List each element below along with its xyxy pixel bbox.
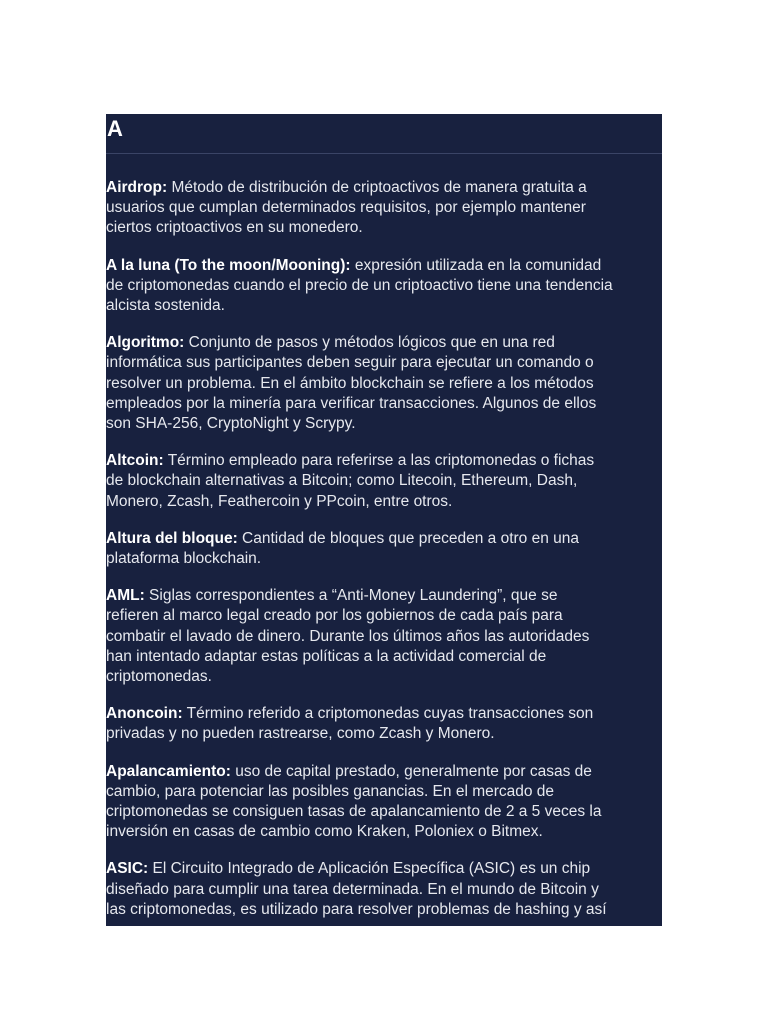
- entry-line: [106, 704, 662, 724]
- entry-line: [106, 762, 662, 782]
- entry-term: Anoncoin:: [106, 705, 183, 723]
- entry-term: ASIC:: [106, 860, 149, 878]
- entry-line: alcista sostenida.: [106, 297, 225, 315]
- entry-line: empleados por la minería para verificar transacciones. Algunos de ellos: [106, 394, 597, 412]
- entry-line: criptomonedas se consiguen tasas de apalancamiento de 2 a 5 veces la: [106, 803, 602, 821]
- entry-term: AML:: [106, 587, 145, 605]
- entry-line: [106, 586, 662, 606]
- entry-line: inversión en casas de cambio como Kraken, Poloniex o Bitmex.: [106, 823, 543, 841]
- entry-definition-text: Siglas correspondientes a “Anti-Money Laundering”, que se: [144, 587, 558, 605]
- glossary-entry: [106, 529, 662, 569]
- entry-line: [106, 859, 662, 879]
- entry-line: criptomonedas.: [106, 668, 212, 686]
- glossary-entry: [106, 859, 662, 920]
- entry-term: Apalancamiento:: [106, 762, 231, 780]
- entry-definition-text: Método de distribución de criptoactivos de manera gratuita a: [167, 179, 587, 196]
- entry-definition-text: Conjunto de pasos y métodos lógicos que en una red: [184, 334, 555, 352]
- entry-term: A la luna (To the moon/Mooning):: [106, 256, 351, 274]
- glossary-entry: [106, 256, 662, 317]
- entry-line: ciertos criptoactivos en su monedero.: [106, 219, 363, 237]
- entry-definition-text: Cantidad de bloques que preceden a otro en una: [237, 529, 580, 547]
- entry-line: usuarios que cumplan determinados requisitos, por ejemplo mantener: [106, 199, 586, 217]
- entry-line: [106, 451, 662, 471]
- entry-term: Algoritmo:: [106, 334, 185, 352]
- entry-line: combatir el lavado de dinero. Durante los últimos años las autoridades: [106, 627, 590, 645]
- entry-line: [106, 178, 662, 198]
- section-letter: A: [107, 116, 123, 141]
- entry-line: Monero, Zcash, Feathercoin y PPcoin, entre otros.: [106, 492, 453, 510]
- entry-line: [106, 529, 662, 549]
- glossary-entry: [106, 333, 662, 434]
- entry-line: [106, 333, 662, 353]
- entry-definition-text: uso de capital prestado, generalmente por casas de: [230, 762, 592, 780]
- glossary-entries: [106, 178, 662, 926]
- entry-line: plataforma blockchain.: [106, 550, 262, 568]
- entry-line: diseñado para cumplir una tarea determinada. En el mundo de Bitcoin y: [106, 880, 599, 898]
- entry-line: [106, 256, 662, 276]
- glossary-entry: [106, 762, 662, 843]
- glossary-panel: [106, 114, 662, 926]
- section-divider: [106, 153, 662, 154]
- entry-definition-text: Término empleado para referirse a las criptomonedas o fichas: [163, 452, 595, 470]
- entry-line: de blockchain alternativas a Bitcoin; como Litecoin, Ethereum, Dash,: [106, 472, 578, 490]
- entry-line: las criptomonedas, es utilizado para resolver problemas de hashing y así: [106, 900, 607, 918]
- entry-definition-text: expresión utilizada en la comunidad: [350, 256, 602, 274]
- entry-line: cambio, para potenciar las posibles ganancias. En el mercado de: [106, 782, 555, 800]
- glossary-entry: [106, 586, 662, 687]
- entry-line: han intentado adaptar estas políticas a la actividad comercial de: [106, 647, 547, 665]
- entry-definition-text: Término referido a criptomonedas cuyas transacciones son: [182, 705, 594, 723]
- entry-term: Airdrop:: [106, 179, 168, 196]
- entry-definition-text: El Circuito Integrado de Aplicación Específica (ASIC) es un chip: [148, 860, 591, 878]
- glossary-entry: [106, 704, 662, 744]
- entry-line: son SHA-256, CryptoNight y Scrypy.: [106, 415, 356, 433]
- entry-line: informática sus participantes deben seguir para ejecutar un comando o: [106, 354, 594, 372]
- glossary-entry: [106, 178, 662, 239]
- entry-line: de criptomonedas cuando el precio de un criptoactivo tiene una tendencia: [106, 276, 613, 294]
- entry-line: privadas y no pueden rastrearse, como Zcash y Monero.: [106, 725, 495, 743]
- entry-term: Altcoin:: [106, 452, 164, 470]
- glossary-entry: [106, 451, 662, 512]
- entry-line: resolver un problema. En el ámbito blockchain se refiere a los métodos: [106, 374, 594, 392]
- entry-line: refieren al marco legal creado por los gobiernos de cada país para: [106, 607, 563, 625]
- entry-term: Altura del bloque:: [106, 529, 238, 547]
